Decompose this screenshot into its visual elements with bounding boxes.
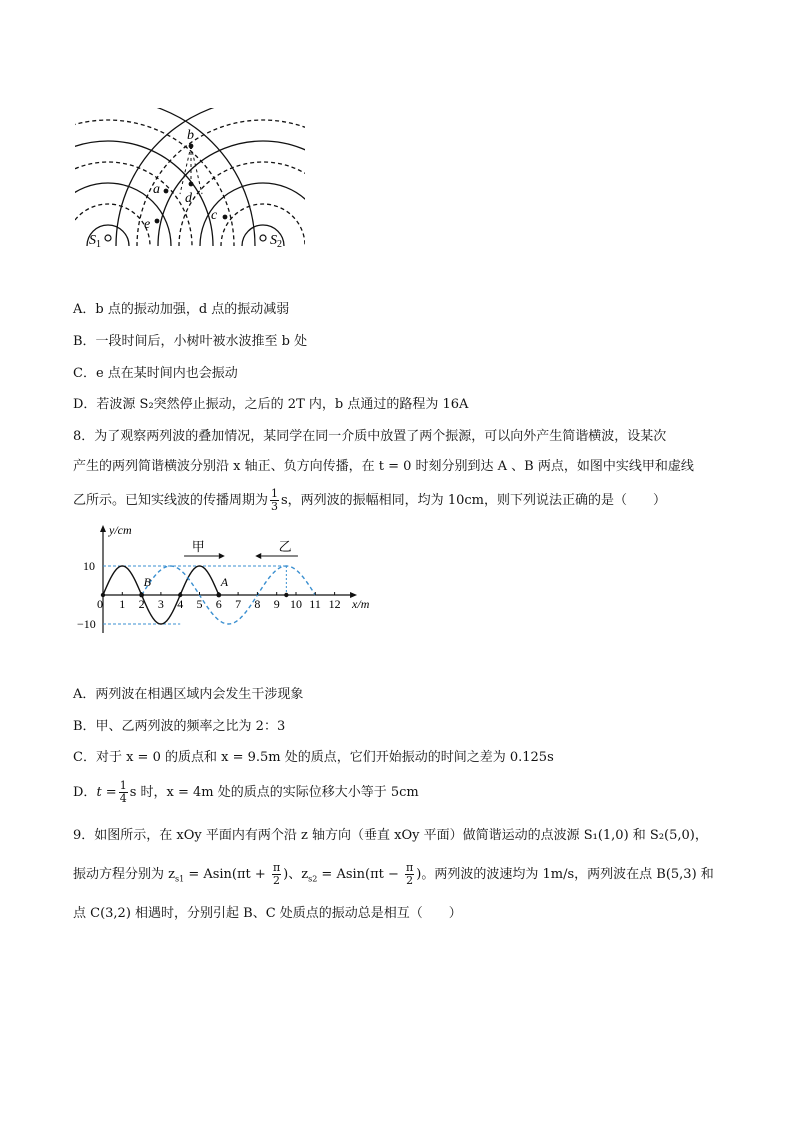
q9-stem-line1: 9．如图所示，在 xOy 平面内有两个沿 z 轴方向（垂直 xOy 平面）做简谐运动的点波源 S₁(1,0) 和 S₂(5,0)， (73, 828, 708, 843)
source-s1 (105, 235, 111, 241)
x-tick-label: 6 (215, 597, 222, 611)
label-jia: 甲 (191, 539, 205, 554)
point-b (189, 144, 194, 149)
x-axis-label: x/m (352, 597, 370, 611)
point-d (189, 182, 194, 187)
q8-option-d: D．t = $\frac{1}{4}$ s 时，x = 4m 处的质点的实际位移大小等于 5cm (73, 779, 419, 805)
arrow-jia-head (219, 553, 225, 559)
point-B-label: B (143, 575, 151, 589)
label-a: a (153, 182, 160, 197)
q7-option-a: A．b 点的振动加强，d 点的振动减弱 (73, 302, 290, 317)
point-A (216, 593, 221, 598)
arrow-yi-head (255, 553, 261, 559)
q9-stem-line2: 振动方程分别为 $z_{s1} = Asin(\pi t$ + $\frac{\pi}{2}$ )、$z_{s2} = Asin(\pi t$ − $\frac{\pi}{2}$ )。两列波的波速均为 1m/s，两列波在点 B(5,3) 和 (73, 861, 714, 887)
x-tick-label: 10 (290, 597, 302, 611)
x-tick-label: 3 (157, 597, 164, 611)
wave-chart (75, 520, 395, 645)
q7-option-c: C．e 点在某时间内也会振动 (73, 366, 238, 381)
q8-option-b: B．甲、乙两列波的频率之比为 2：3 (73, 719, 286, 734)
x-tick-label: 8 (254, 597, 261, 611)
label-d: d (185, 191, 192, 206)
fraction-one-quarter: $\frac{1}{4}$ (119, 779, 127, 805)
point-a (164, 189, 169, 194)
y-tick-label: −10 (77, 617, 96, 631)
q8-option-a: A．两列波在相遇区域内会发生干涉现象 (73, 687, 304, 702)
point-c (223, 215, 228, 220)
interference-figure (75, 108, 305, 258)
s1-wavefronts (75, 108, 255, 246)
y-axis-arrow (100, 525, 106, 532)
label-e: e (144, 217, 151, 232)
x-tick-label: 0 (97, 597, 103, 611)
node-dot (178, 593, 182, 597)
point-e (155, 219, 160, 224)
label-c: c (211, 208, 218, 223)
label-s1: $S_1$ (89, 233, 101, 250)
x-tick-label: 4 (177, 597, 184, 611)
source-s2 (260, 235, 266, 241)
q8-option-c: C．对于 x = 0 的质点和 x = 9.5m 处的质点，它们开始振动的时间之差为 0.125s (73, 750, 554, 765)
q8-stem-line1: 8．为了观察两列波的叠加情况，某同学在同一介质中放置了两个振源，可以向外产生简谐横波，设某次 (73, 429, 667, 444)
x-tick-label: 5 (196, 597, 203, 611)
x-tick-label: 12 (328, 597, 341, 611)
x-tick-label: 2 (138, 597, 145, 611)
x-tick-label: 1 (119, 597, 126, 611)
q7-option-d: D．若波源 S₂突然停止振动，之后的 2T 内，b 点通过的路程为 16A (73, 397, 469, 412)
node-dot (284, 593, 288, 597)
q9-stem-line3: 点 C(3,2) 相遇时，分别引起 B、C 处质点的振动总是相互（ ） (73, 906, 462, 921)
x-tick-label: 9 (273, 597, 280, 611)
q7-option-b: B．一段时间后，小树叶被水波推至 b 处 (73, 334, 308, 349)
label-b: b (187, 128, 194, 143)
q8-stem-line2: 产生的两列简谐横波分别沿 x 轴正、负方向传播，在 t = 0 时刻分别到达 A 、B 两点，如图中实线甲和虚线 (73, 459, 694, 474)
node-dot (101, 593, 105, 597)
label-s2: $S_2$ (270, 233, 282, 250)
q8-stem-line3: 乙所示。已知实线波的传播周期为 $\frac{1}{3}$ s，两列波的振幅相同，均为 10cm，则下列说法正确的是（ ） (73, 487, 666, 513)
x-tick-label: 7 (235, 597, 242, 611)
fraction-one-third: $\frac{1}{3}$ (271, 487, 279, 513)
point-A-label: A (220, 575, 229, 589)
y-axis-label: y/cm (109, 523, 132, 537)
point-B (139, 593, 144, 598)
y-tick-label: 10 (83, 559, 95, 573)
label-yi: 乙 (278, 539, 292, 554)
x-tick-label: 11 (309, 597, 321, 611)
